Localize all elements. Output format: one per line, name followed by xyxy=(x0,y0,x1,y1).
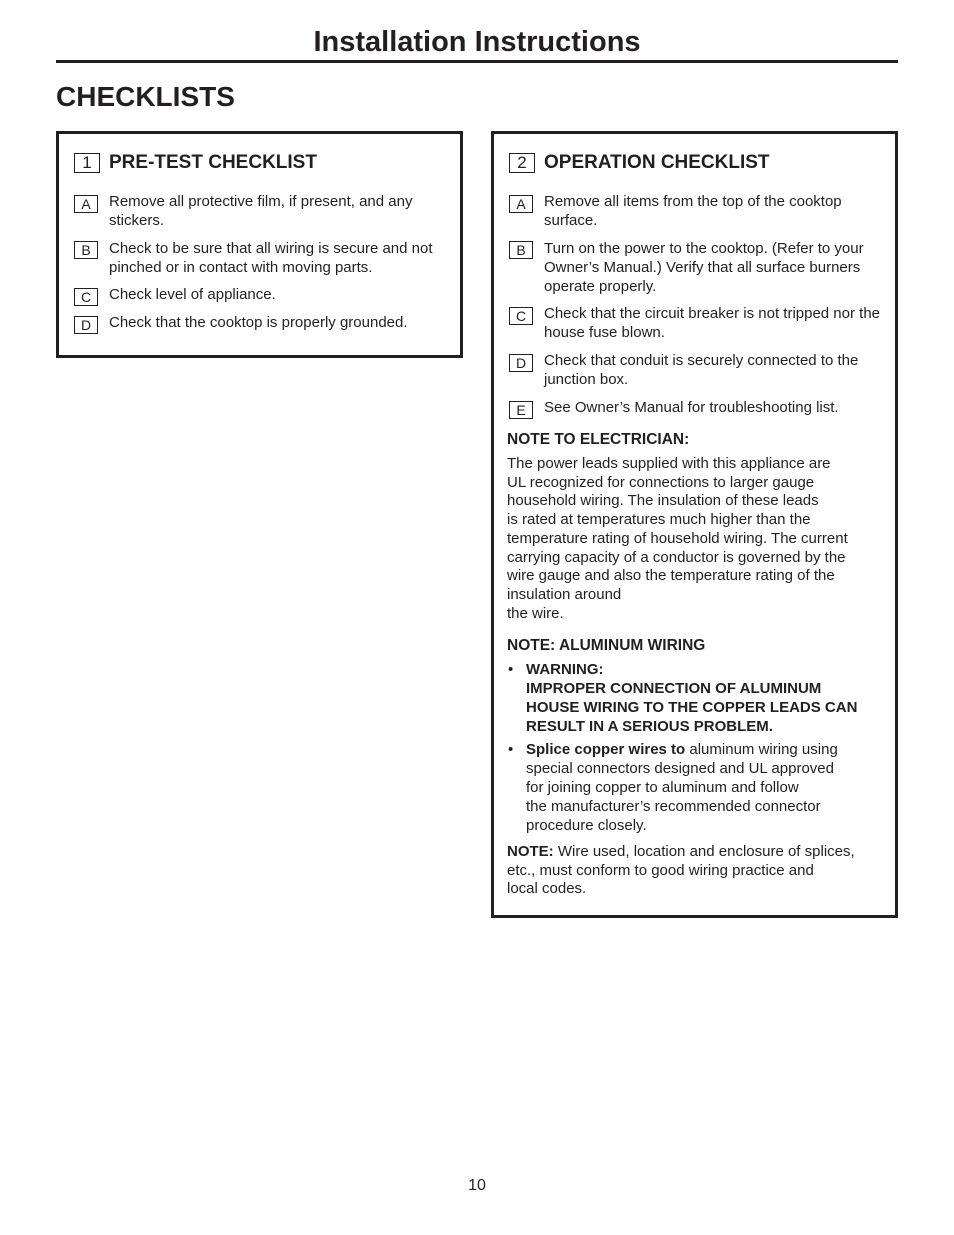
page-number: 10 xyxy=(468,1177,486,1194)
operation-number-box: 2 xyxy=(509,153,535,173)
splice-paragraph xyxy=(526,740,876,835)
pretest-item-a-text: Remove all protective film, if present, and any stickers. xyxy=(109,193,413,229)
page-header-title: Installation Instructions xyxy=(313,26,641,58)
operation-item-e-text: See Owner’s Manual for troubleshooting list. xyxy=(544,399,839,416)
final-note-paragraph xyxy=(507,843,885,899)
warning-label: WARNING: xyxy=(526,661,604,678)
operation-item-e-letter: E xyxy=(509,401,533,419)
pretest-item-b-letter: B xyxy=(74,241,98,259)
operation-item-d-text: Check that conduit is securely connected to the junction box. xyxy=(544,352,859,388)
pretest-item-b-text: Check to be sure that all wiring is secure and not pinched or in contact with moving parts. xyxy=(109,240,433,276)
warning-bullet: • xyxy=(508,661,514,678)
pretest-checklist-panel xyxy=(56,131,463,358)
pretest-item-a-letter: A xyxy=(74,195,98,213)
aluminum-note-heading: NOTE: ALUMINUM WIRING xyxy=(507,637,706,654)
section-title: CHECKLISTS xyxy=(56,81,235,112)
operation-item-b-text: Turn on the power to the cooktop. (Refer to your Owner’s Manual.) Verify that all surface burners operate properly. xyxy=(544,240,864,295)
pretest-item-d-letter: D xyxy=(74,316,98,334)
pretest-number-box: 1 xyxy=(74,153,100,173)
operation-item-c-letter: C xyxy=(509,307,533,325)
operation-item-a-letter: A xyxy=(509,195,533,213)
splice-body-text: aluminum wiring using special connectors designed and UL approved for joining copper to aluminum and follow the manufacturer’s recommended connector procedure closely. xyxy=(526,741,838,834)
operation-item-b-letter: B xyxy=(509,241,533,259)
pretest-item-d-text: Check that the cooktop is properly grounded. xyxy=(109,314,408,331)
electrician-note-heading: NOTE TO ELECTRICIAN: xyxy=(507,431,690,448)
splice-bullet: • xyxy=(508,741,514,758)
warning-text: IMPROPER CONNECTION OF ALUMINUM HOUSE WIRING TO THE COPPER LEADS CAN RESULT IN A SERIOUS PROBLEM. xyxy=(526,680,858,735)
final-note-label: NOTE: xyxy=(507,843,554,860)
operation-checklist-panel xyxy=(491,131,898,918)
pretest-item-c-letter: C xyxy=(74,288,98,306)
electrician-note-body: The power leads supplied with this appliance are UL recognized for connections to larger gauge household wiring. The insulation of these leads is rated at temperatures much higher than the temperature rating of household wiring. The current carrying capacity of a conductor is governed by the wire gauge and also the temperature rating of the insulation around the wire. xyxy=(507,455,848,622)
operation-heading: OPERATION CHECKLIST xyxy=(544,152,770,173)
pretest-heading: PRE-TEST CHECKLIST xyxy=(109,152,317,173)
pretest-item-c-text: Check level of appliance. xyxy=(109,286,276,303)
splice-bold-text: Splice copper wires to xyxy=(526,741,686,758)
final-note-text: Wire used, location and enclosure of splices, etc., must conform to good wiring practice and local codes. xyxy=(507,843,855,898)
header-rule xyxy=(56,60,898,63)
operation-item-a-text: Remove all items from the top of the cooktop surface. xyxy=(544,193,842,229)
operation-item-c-text: Check that the circuit breaker is not tripped nor the house fuse blown. xyxy=(544,305,881,341)
operation-item-d-letter: D xyxy=(509,354,533,372)
